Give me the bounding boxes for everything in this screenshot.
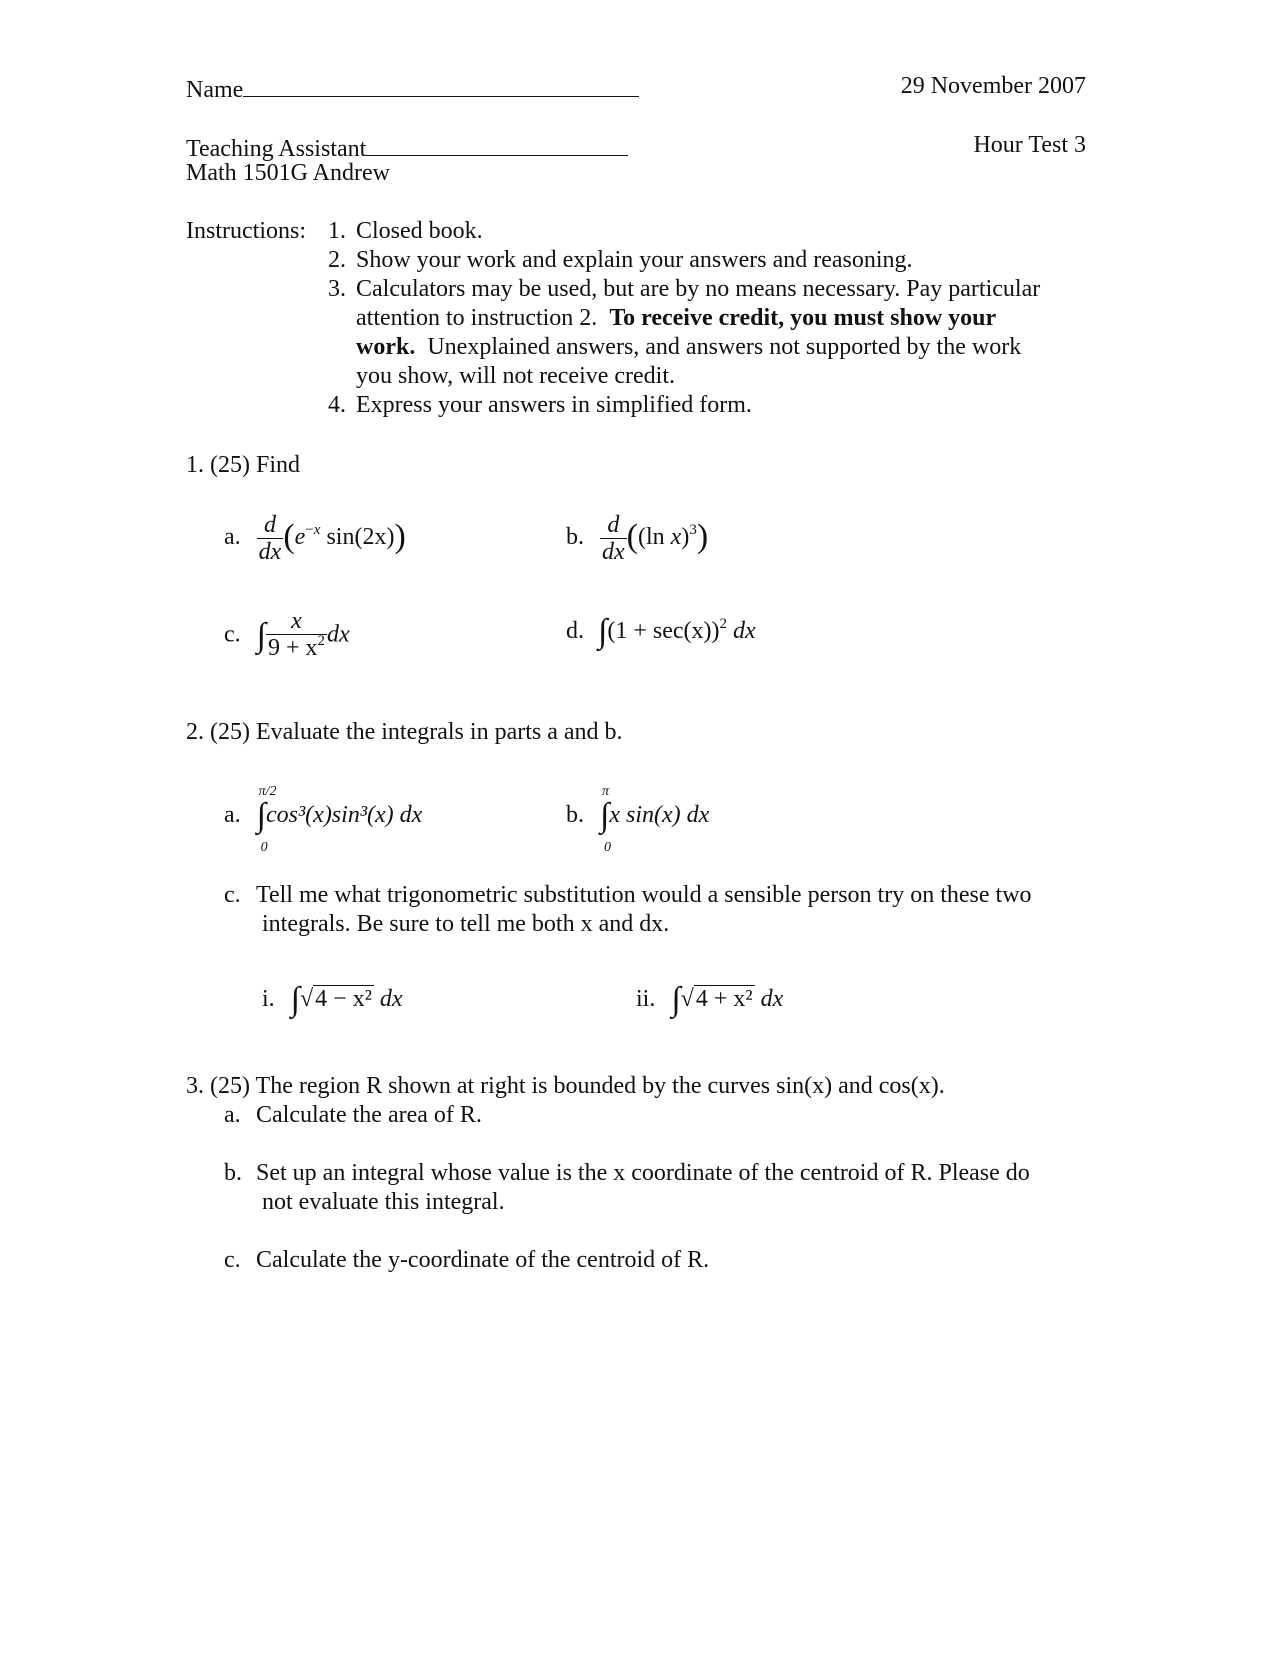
instruction-4 — [328, 391, 752, 419]
instruction-2 — [328, 246, 913, 274]
q2b-upper-limit: π — [602, 784, 610, 799]
sqrt-icon: √ — [680, 986, 694, 1012]
integral-sign-icon: ∫ — [256, 616, 266, 654]
q2cii — [636, 981, 784, 1018]
q1c-numerator: x — [291, 608, 302, 634]
q2a-expr: cos³(x)sin³(x) dx — [265, 802, 423, 828]
integral-sign-icon: ∫ — [600, 797, 610, 834]
name-blank-line[interactable] — [243, 72, 639, 97]
q1b: b. $\frac{d}{dx}$ ((ln x)$^3$) — [566, 512, 709, 565]
q2ci — [262, 981, 403, 1018]
q2a — [224, 784, 423, 855]
q2c — [224, 881, 1032, 909]
instruction-3-line3-plain: Unexplained answers, and answers not supported by the work — [427, 334, 1022, 360]
q1d: d. $\int(1 + \sec(x))^2$ dx — [566, 613, 756, 650]
q2b-expr: x sin(x) dx — [609, 802, 710, 828]
q1d-expr: (1 + sec(x)) — [607, 618, 720, 644]
integral-sign-icon: ∫ — [256, 797, 266, 834]
q3a-label: a. — [224, 1102, 241, 1128]
instructions-label: Instructions: — [186, 218, 306, 244]
instruction-3-line2-plain: attention to instruction 2. — [356, 305, 598, 331]
q1c — [224, 608, 350, 664]
instruction-2-num: 2. — [328, 247, 346, 273]
course-name: Math 1501G Andrew — [186, 160, 390, 186]
q1-heading: 1. (25) Find — [186, 452, 300, 478]
q2c-line1: Tell me what trigonometric substitution would a sensible person try on these two — [256, 882, 1032, 908]
q2a-lower-limit: 0 — [260, 840, 268, 855]
q2ci-dx: dx — [379, 986, 403, 1012]
q2b-label: b. — [566, 802, 584, 828]
q2b-lower-limit: 0 — [604, 840, 611, 855]
q1b-label: b. — [566, 524, 584, 551]
test-date: 29 November 2007 — [900, 73, 1086, 99]
q3c-label: c. — [224, 1247, 241, 1273]
q2c-line2: integrals. Be sure to tell me both x and dx. — [262, 911, 670, 937]
q2cii-label: ii. — [636, 986, 656, 1012]
q3b-line2: not evaluate this integral. — [262, 1189, 505, 1215]
q2-heading: 2. (25) Evaluate the integrals in parts a and b. — [186, 719, 623, 745]
q1c-label: c. — [224, 621, 241, 648]
instruction-3-line1: Calculators may be used, but are by no means necessary. Pay particular — [356, 276, 1041, 302]
q1a-expr: sin(2x) — [326, 524, 395, 551]
q3b — [224, 1159, 1030, 1187]
integral-sign-icon: ∫ — [598, 613, 608, 650]
instruction-1-num: 1. — [328, 218, 346, 244]
q2b — [566, 784, 710, 855]
instruction-3-num: 3. — [328, 276, 346, 302]
q1a-dx: dx — [258, 539, 282, 565]
q1b-d: d — [607, 512, 620, 538]
q2a-label: a. — [224, 802, 241, 828]
ta-label: Teaching Assistant — [186, 136, 367, 162]
instruction-3-line4: you show, will not receive credit. — [356, 363, 676, 389]
q3a — [224, 1101, 482, 1129]
q1a-derivative — [257, 512, 284, 565]
ta-blank-line[interactable] — [366, 131, 628, 156]
instruction-3-line3 — [356, 333, 1021, 361]
q1c-denominator: 9 + x — [267, 635, 318, 661]
sqrt-icon: √ — [300, 986, 314, 1012]
integral-sign-icon: ∫ — [290, 981, 300, 1018]
name-field[interactable] — [186, 72, 639, 104]
q3c — [224, 1246, 710, 1274]
q2cii-dx: dx — [760, 986, 784, 1012]
q1b-dx: dx — [602, 539, 625, 565]
instruction-2-text: Show your work and explain your answers and reasoning. — [356, 247, 913, 273]
instruction-4-num: 4. — [328, 392, 346, 418]
instruction-1 — [328, 217, 483, 245]
q3c-text: Calculate the y-coordinate of the centroid of R. — [256, 1247, 710, 1273]
q3b-label: b. — [224, 1160, 242, 1186]
instruction-3 — [328, 275, 1041, 303]
q2a-upper-limit: π/2 — [258, 784, 277, 799]
q3b-line1: Set up an integral whose value is the x coordinate of the centroid of R. Please do — [256, 1160, 1030, 1186]
q1c-dx: dx — [327, 621, 350, 648]
q2ci-label: i. — [262, 986, 275, 1012]
q1a: a. $\frac{d}{dx}$ ($e^{-x}$ sin(2x)) — [224, 512, 406, 565]
q3-heading: 3. (25) The region R shown at right is bounded by the curves sin(x) and cos(x). — [186, 1073, 945, 1099]
instruction-4-text: Express your answers in simplified form. — [356, 392, 752, 418]
q2cii-radicand: 4 + x² — [695, 986, 753, 1012]
instruction-1-text: Closed book. — [356, 218, 483, 244]
q1d-dx: dx — [732, 618, 756, 644]
q1b-derivative — [600, 512, 627, 565]
integral-sign-icon: ∫ — [671, 981, 681, 1018]
test-title: Hour Test 3 — [973, 132, 1086, 158]
q1a-d: d — [263, 512, 276, 538]
q2ci-radicand: 4 − x² — [315, 986, 372, 1012]
q2c-label: c. — [224, 882, 241, 908]
q1c-fraction: $\frac{x}{9 + x^2}$ — [266, 608, 327, 664]
instruction-3-line3-bold: work. — [356, 334, 416, 360]
q1a-label: a. — [224, 524, 241, 551]
name-label: Name — [186, 77, 244, 103]
q1d-label: d. — [566, 618, 584, 644]
q3a-text: Calculate the area of R. — [256, 1102, 482, 1128]
instruction-3-line2-bold: To receive credit, you must show your — [609, 305, 997, 331]
instruction-3-line2 — [356, 304, 996, 332]
